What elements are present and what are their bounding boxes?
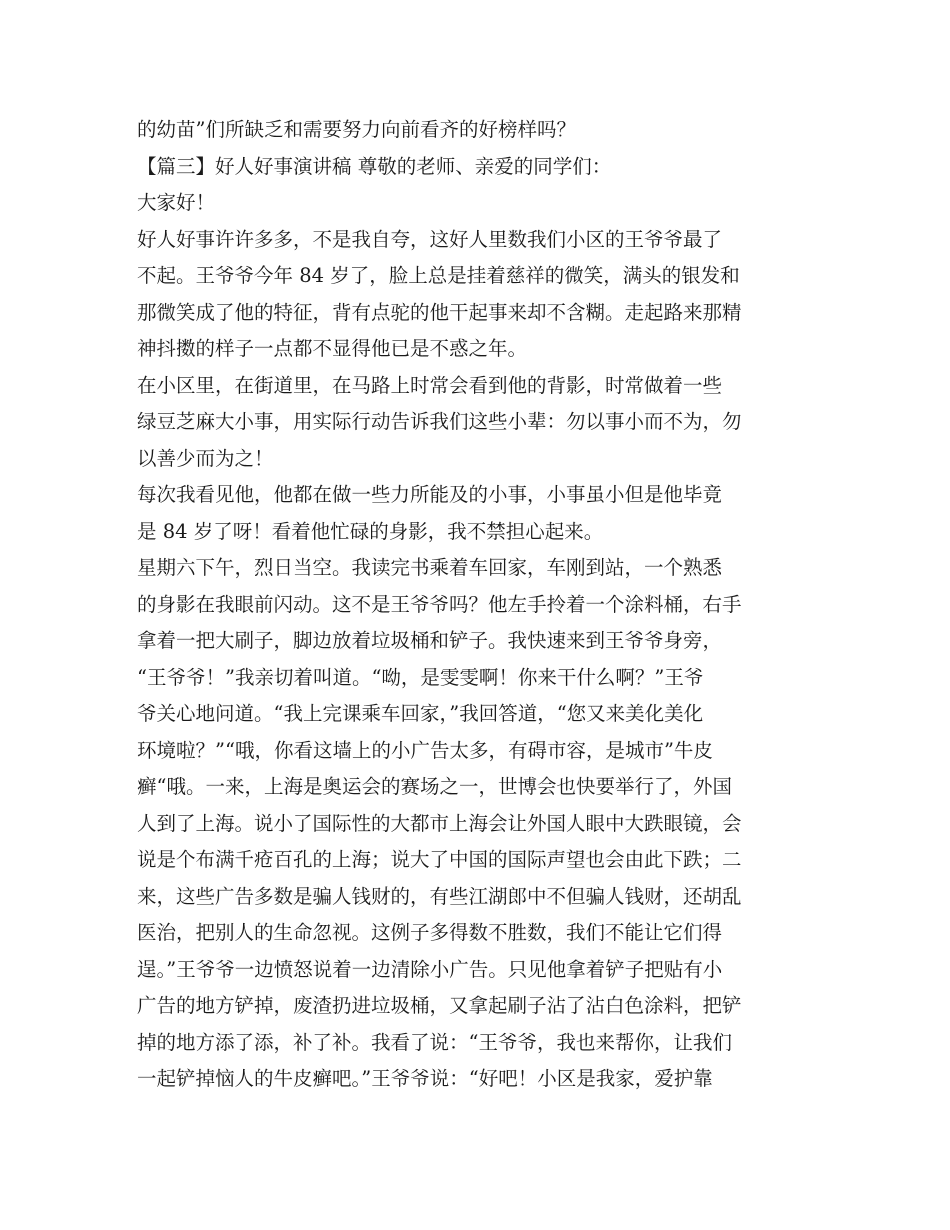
text-line: 说是个布满千疮百孔的上海；说大了中国的国际声望也会由此下跌；二 <box>137 848 742 871</box>
text-line: 以善少而为之！ <box>137 446 274 470</box>
text-line: 拿着一把大刷子，脚边放着垃圾桶和铲子。我快速来到王爷爷身旁， <box>137 629 723 652</box>
text-line: 的幼苗”们所缺乏和需要努力向前看齐的好榜样吗？ <box>137 118 576 141</box>
document-body <box>137 112 817 1098</box>
text-line: 那微笑成了他的特征，背有点驼的他干起事来却不含糊。走起路来那精 <box>137 300 742 324</box>
text-line: 绿豆芝麻大小事，用实际行动告诉我们这些小辈：勿以事小而不为，勿 <box>137 410 742 433</box>
text-line: 每次我看见他，他都在做一些力所能及的小事，小事虽小但是他毕竟 <box>137 483 723 506</box>
text-line: 不起。王爷爷今年 84 岁了，脸上总是挂着慈祥的微笑，满头的银发和 <box>137 264 740 287</box>
text-line: 好人好事许许多多，不是我自夸，这好人里数我们小区的王爷爷最了 <box>137 227 723 251</box>
text-line: 神抖擞的样子一点都不显得他已是不惑之年。 <box>137 337 528 360</box>
section-heading-line: 【篇三】好人好事演讲稿 尊敬的老师、亲爱的同学们： <box>137 154 612 178</box>
text-line: 广告的地方铲掉，废渣扔进垃圾桶，又拿起刷子沾了沾白色涂料，把铲 <box>137 994 742 1017</box>
text-line: 的身影在我眼前闪动。这不是王爷爷吗？他左手拎着一个涂料桶，右手 <box>137 592 742 616</box>
text-line: 来，这些广告多数是骗人钱财的，有些江湖郎中不但骗人钱财，还胡乱 <box>137 884 742 908</box>
text-line: 星期六下午，烈日当空。我读完书乘着车回家，车刚到站，一个熟悉 <box>137 556 723 579</box>
text-line: “王爷爷！”我亲切着叫道。“呦，是雯雯啊！你来干什么啊？”王爷 <box>137 665 704 689</box>
text-line: 在小区里，在街道里，在马路上时常会看到他的背影，时常做着一些 <box>137 373 723 397</box>
text-line: 大家好！ <box>137 191 216 214</box>
text-line: 爷关心地问道。“我上完课乘车回家，”我回答道，“您又来美化美化 <box>137 702 704 725</box>
text-line: 是 84 岁了呀！看着他忙碌的身影，我不禁担心起来。 <box>137 519 604 543</box>
text-line: 一起铲掉恼人的牛皮癣吧。”王爷爷说：“好吧！小区是我家，爱护靠 <box>137 1067 713 1090</box>
text-line: 掉的地方添了添，补了补。我看了说：“王爷爷，我也来帮你，让我们 <box>137 1030 732 1054</box>
text-line: 医治，把别人的生命忽视。这例子多得数不胜数，我们不能让它们得 <box>137 921 723 944</box>
text-line: 人到了上海。说小了国际性的大都市上海会让外国人眼中大跌眼镜，会 <box>137 811 742 835</box>
text-line: 逞。”王爷爷一边愤怒说着一边清除小广告。只见他拿着铲子把贴有小 <box>137 957 723 981</box>
text-line: 环境啦？”“哦，你看这墙上的小广告太多，有碍市容，是城市”牛皮 <box>137 738 713 762</box>
text-line: 癣“哦。一来，上海是奥运会的赛场之一，世博会也快要举行了，外国 <box>137 775 732 798</box>
